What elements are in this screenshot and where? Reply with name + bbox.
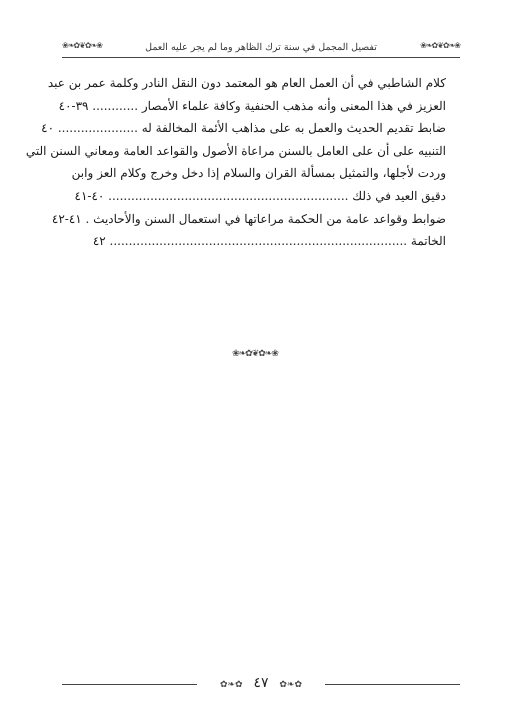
page-footer (62, 675, 460, 693)
header-ornament-left-icon: ❀❧✿❦✿❧❀ (62, 41, 102, 50)
toc-line: التنبيه على أن على العامل بالسنن مراعاة الأصول والقواعد العامة ومعاني السنن التي (25, 143, 446, 158)
table-of-contents (25, 72, 446, 253)
page-header (62, 40, 460, 58)
footer-rule-right (325, 684, 460, 685)
toc-line: دقيق العيد في ذلك ............................................................... ٤٠-٤١ (74, 188, 446, 203)
header-ornament-right-icon: ❀❧✿❦✿❧❀ (420, 41, 460, 50)
footer-center (197, 675, 325, 691)
toc-line: ضوابط وقواعد عامة من الحكمة مراعاتها في استعمال السنن والأحاديث . ٤١-٤٢ (51, 211, 446, 226)
header-rule (62, 57, 460, 58)
toc-line: العزيز في هذا المعنى وأنه مذهب الحنفية وكافة علماء الأمصار ............ ٣٩-٤٠ (58, 98, 446, 113)
toc-line: ضابط تقديم الحديث والعمل به على مذاهب الأئمة المخالفة له ..................... ٤٠ (41, 121, 446, 136)
footer-rule-left (62, 684, 197, 685)
running-header-title: تفصيل المجمل في سنة ترك الظاهر وما لم يجر عليه العمل (145, 42, 377, 53)
toc-line: كلام الشاطبي في أن العمل العام هو المعتمد دون النقل النادر وكلمة عمر بن عبد (47, 76, 446, 90)
footer-ornament-left-icon: ✿❧✿ (219, 680, 243, 690)
toc-line: الخاتمة .............................................................................. ٤٢ (92, 234, 446, 249)
toc-line: وردت لأجلها، والتمثيل بمسألة القران والسلام إذا دخل وخرج وكلام العز وابن (71, 166, 446, 181)
section-divider-ornament-icon: ❀❧✿❦✿❧❀ (232, 349, 278, 359)
footer-ornament-right-icon: ✿❧✿ (279, 680, 303, 690)
page-number: ٤٧ (253, 675, 269, 691)
